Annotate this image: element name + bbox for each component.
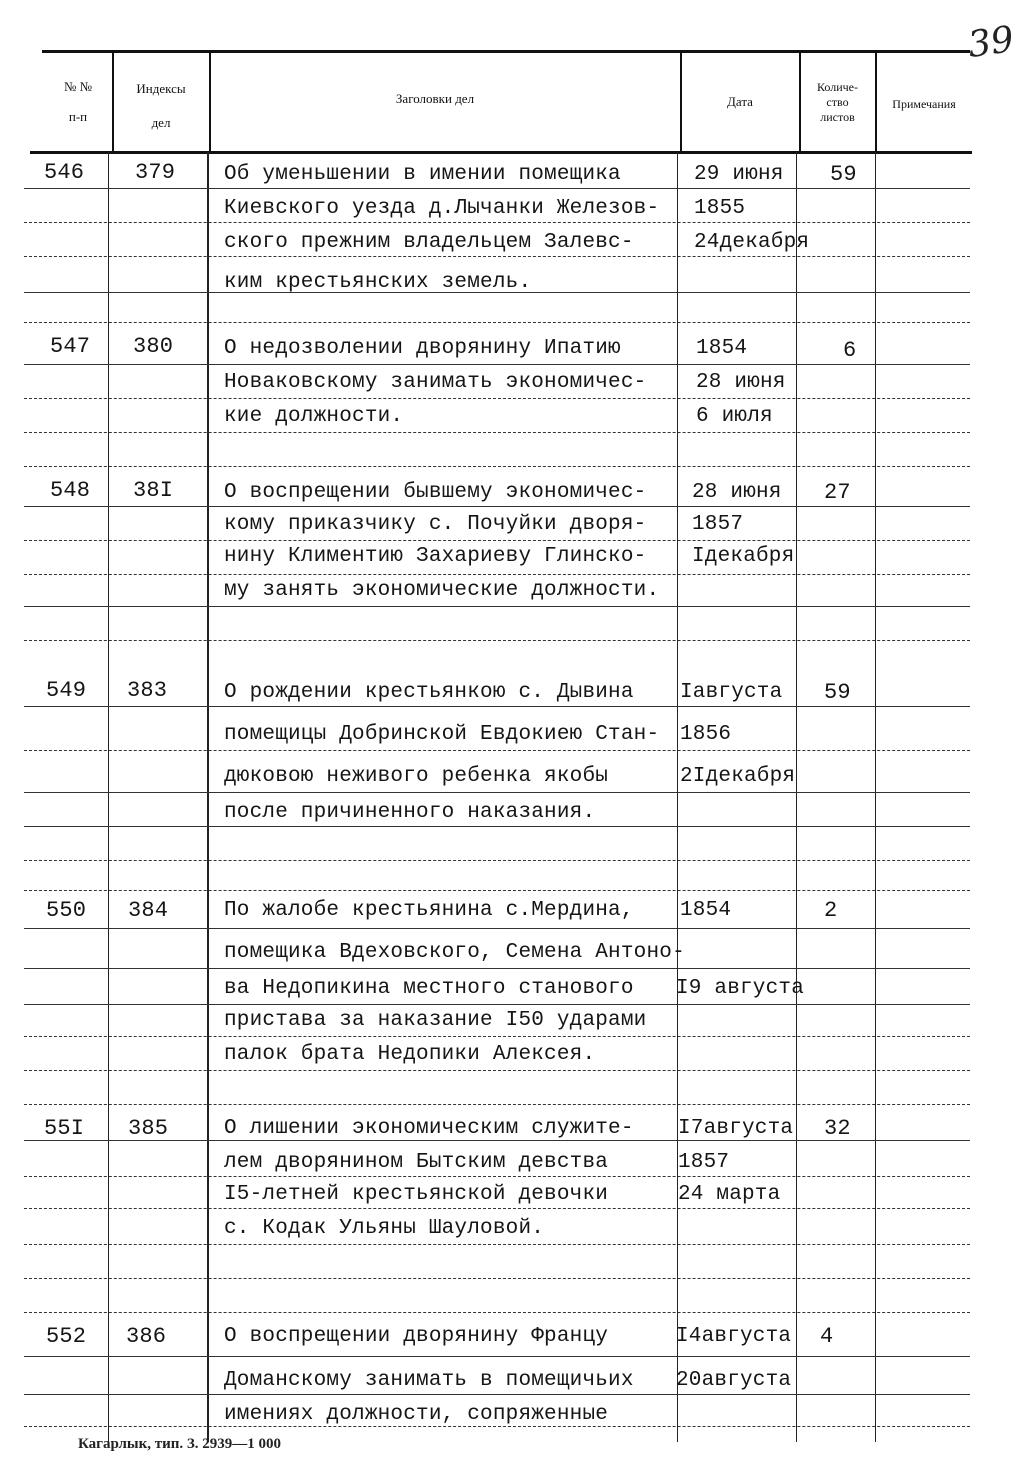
record-title-line: дюковою неживого ребенка якобы	[224, 765, 609, 788]
record-date-line: 2Iдекабря	[680, 765, 796, 788]
record-title-line: ва Недопикина местного станового	[224, 977, 634, 1000]
record-title-line: кому приказчику с. Почуйки дворя-	[224, 513, 647, 536]
record-date-line: 24 марта	[678, 1183, 781, 1206]
record-title-line: имениях должности, сопряженные	[224, 1403, 609, 1426]
record-title-line: О недозволении дворянину Ипатию	[224, 337, 621, 360]
record-date-line: 6 июля	[696, 405, 773, 428]
record-title-line: с. Кодак Ульяны Шауловой.	[224, 1217, 545, 1240]
record-sheets: 32	[824, 1116, 851, 1141]
record-number: 55I	[44, 1116, 85, 1141]
record-title-line: после причиненного наказания.	[224, 801, 596, 824]
record-title-line: ского прежним владельцем Залевс-	[224, 231, 634, 254]
row-rule	[24, 432, 970, 433]
header-col-date: Дата	[727, 94, 753, 109]
record-title-line: Доманскому занимать в помещичьих	[224, 1369, 634, 1392]
record-date-line: 1854	[696, 337, 748, 360]
record-index: 383	[127, 678, 168, 703]
record-date-line: Iдекабря	[692, 545, 795, 568]
record-number: 549	[46, 678, 87, 703]
header-top-rule	[42, 50, 970, 53]
record-date-line: 1856	[680, 723, 732, 746]
row-rule	[24, 1356, 970, 1357]
record-sheets: 59	[824, 680, 851, 705]
record-title-line: I5-летней крестьянской девочки	[224, 1183, 609, 1206]
record-sheets: 4	[820, 1324, 834, 1349]
row-rule	[24, 1278, 970, 1279]
record-number: 546	[44, 160, 85, 185]
row-rule	[24, 322, 970, 323]
record-index: 38I	[133, 478, 174, 503]
record-title-line: О лишении экономическим служите-	[224, 1117, 634, 1140]
record-date-line: 24декабря	[694, 231, 810, 254]
column-rule	[875, 152, 876, 1442]
record-number: 548	[50, 478, 91, 503]
printer-imprint: Кагарлык, тип. З. 2939—1 000	[78, 1436, 282, 1452]
row-rule	[24, 860, 970, 861]
record-date-line: 29 июня	[694, 163, 784, 186]
header-col-number: № № п-п	[63, 79, 93, 124]
row-rule	[24, 890, 970, 891]
record-date-line: 1857	[692, 513, 744, 536]
record-sheets: 27	[824, 480, 851, 505]
record-index: 385	[128, 1116, 169, 1141]
record-title-line: О рождении крестьянкою с. Дывина	[224, 681, 634, 704]
record-title-line: помещика Вдеховского, Семена Антоно-	[224, 941, 685, 964]
record-date-line: 1854	[680, 899, 732, 922]
record-date-line: I4августа	[676, 1325, 792, 1348]
record-date-line: Iавгуста	[680, 681, 783, 704]
header-col-notes: Примечания	[892, 97, 956, 111]
record-sheets: 2	[824, 898, 838, 923]
record-title-line: палок брата Недопики Алексея.	[224, 1043, 596, 1066]
record-date-line: I9 августа	[676, 977, 805, 1000]
column-rule	[796, 152, 797, 1442]
record-date-line: 28 июня	[692, 481, 782, 504]
record-title-line: По жалобе крестьянина с.Мердина,	[224, 899, 634, 922]
record-title-line: Об уменьшении в имении помещика	[224, 163, 621, 186]
row-rule	[24, 1104, 970, 1105]
record-date-line: 1857	[678, 1151, 730, 1174]
record-title-line: помещицы Добринской Евдокиею Стан-	[224, 723, 660, 746]
record-title-line: Новаковскому занимать экономичес-	[224, 371, 647, 394]
record-sheets: 6	[843, 338, 857, 363]
record-title-line: кие должности.	[224, 405, 404, 428]
record-index: 380	[133, 334, 174, 359]
record-index: 386	[126, 1324, 167, 1349]
record-date-line: 28 июня	[696, 371, 786, 394]
column-rule	[677, 152, 678, 1442]
row-rule	[24, 1312, 970, 1313]
record-number: 547	[50, 334, 91, 359]
column-rule	[108, 152, 109, 1442]
row-rule	[24, 640, 970, 641]
record-title-line: Киевского уезда д.Лычанки Железов-	[224, 197, 660, 220]
row-rule	[24, 466, 970, 467]
column-rule	[207, 152, 209, 1442]
record-title-line: нину Климентию Захариеву Глинско-	[224, 545, 647, 568]
header-col-title: Заголовки дел	[395, 91, 475, 106]
header-col-index: Индексы дел	[136, 81, 186, 130]
record-title-line: О воспрещении бывшему экономичес-	[224, 481, 647, 504]
header-bottom-rule	[30, 151, 972, 154]
record-index: 384	[128, 898, 169, 923]
record-date-line: 20августа	[676, 1369, 792, 1392]
row-rule	[24, 928, 970, 929]
record-sheets: 59	[830, 162, 857, 187]
record-title-line: ким крестьянских земель.	[224, 271, 532, 294]
record-number: 550	[46, 898, 87, 923]
record-title-line: О воспрещении дворянину Францу	[224, 1325, 609, 1348]
record-number: 552	[46, 1324, 87, 1349]
record-title-line: лем дворянином Бытским девства	[224, 1151, 609, 1174]
record-index: 379	[135, 160, 176, 185]
page-number: 39	[965, 19, 1017, 66]
record-date-line: 1855	[694, 197, 746, 220]
record-title-line: пристава за наказание I50 ударами	[224, 1009, 647, 1032]
record-date-line: I7августа	[678, 1117, 794, 1140]
header-col-sheets: Количе- ство листов	[816, 80, 858, 124]
record-title-line: му занять экономические должности.	[224, 579, 660, 602]
